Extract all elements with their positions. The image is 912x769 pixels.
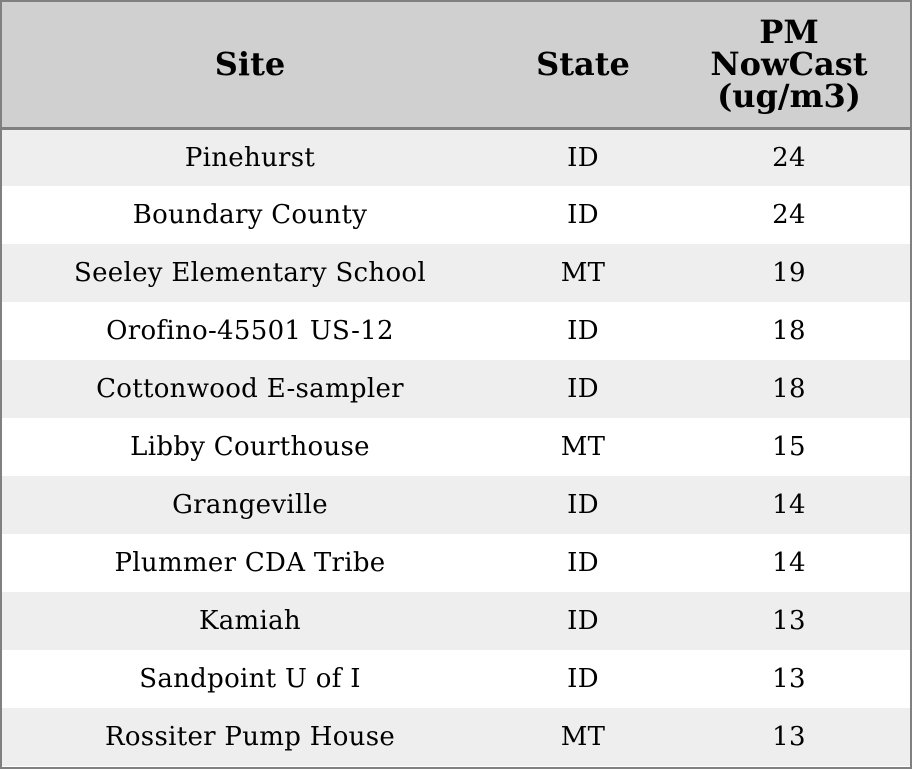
site-cell: Pinehurst — [184, 142, 316, 173]
column-header-pm-line1: PM — [759, 13, 819, 52]
table-row — [2, 360, 910, 418]
pm-value-cell: 14 — [772, 490, 806, 520]
state-cell: ID — [567, 316, 599, 346]
table-header — [2, 2, 910, 128]
site-cell: Plummer CDA Tribe — [114, 548, 386, 578]
table-row — [2, 418, 910, 476]
table-row — [2, 708, 910, 766]
site-cell: Grangeville — [172, 490, 328, 520]
state-cell: MT — [560, 722, 606, 752]
state-cell: ID — [567, 606, 599, 636]
site-cell: Orofino-45501 US-12 — [106, 316, 394, 346]
pm-value-cell: 14 — [772, 548, 806, 578]
table-row — [2, 534, 910, 592]
pm-value-cell: 15 — [772, 432, 806, 462]
column-header-pm-nowcast — [668, 2, 910, 128]
site-cell: Kamiah — [199, 606, 301, 636]
state-cell: ID — [567, 490, 599, 520]
site-cell: Sandpoint U of I — [139, 664, 361, 694]
state-cell: ID — [567, 374, 599, 404]
site-cell: Rossiter Pump House — [104, 722, 396, 752]
state-cell: ID — [567, 664, 599, 694]
table-row — [2, 476, 910, 534]
state-cell: ID — [567, 200, 599, 230]
pm-value-cell: 13 — [772, 664, 806, 694]
header-row — [2, 2, 910, 128]
pm-value-cell: 24 — [772, 200, 806, 230]
table-row — [2, 128, 910, 186]
column-header-pm-line3: (ug/m3) — [717, 77, 861, 116]
table-row — [2, 592, 910, 650]
column-header-site: Site — [2, 2, 498, 128]
column-header-state: State — [498, 2, 668, 128]
column-header-pm-line2: NowCast — [710, 45, 868, 84]
pm-value-cell: 24 — [772, 142, 806, 173]
site-cell: Boundary County — [132, 200, 368, 230]
pm-value-cell: 18 — [772, 316, 806, 346]
pm-value-cell: 18 — [772, 374, 806, 404]
state-cell: MT — [560, 258, 606, 288]
table-row — [2, 186, 910, 244]
pm-value-cell: 13 — [772, 606, 806, 636]
pm-value-cell: 19 — [772, 258, 806, 288]
site-cell: Libby Courthouse — [130, 432, 370, 462]
site-cell: Cottonwood E-sampler — [96, 374, 404, 404]
pm-value-cell: 13 — [772, 722, 806, 752]
state-cell: MT — [560, 432, 606, 462]
table-row — [2, 244, 910, 302]
state-cell: ID — [567, 548, 599, 578]
table-body — [2, 128, 910, 766]
table-row — [2, 302, 910, 360]
pm-nowcast-table — [2, 2, 910, 766]
state-cell: ID — [567, 142, 599, 173]
table-row — [2, 650, 910, 708]
site-cell: Seeley Elementary School — [74, 258, 426, 288]
